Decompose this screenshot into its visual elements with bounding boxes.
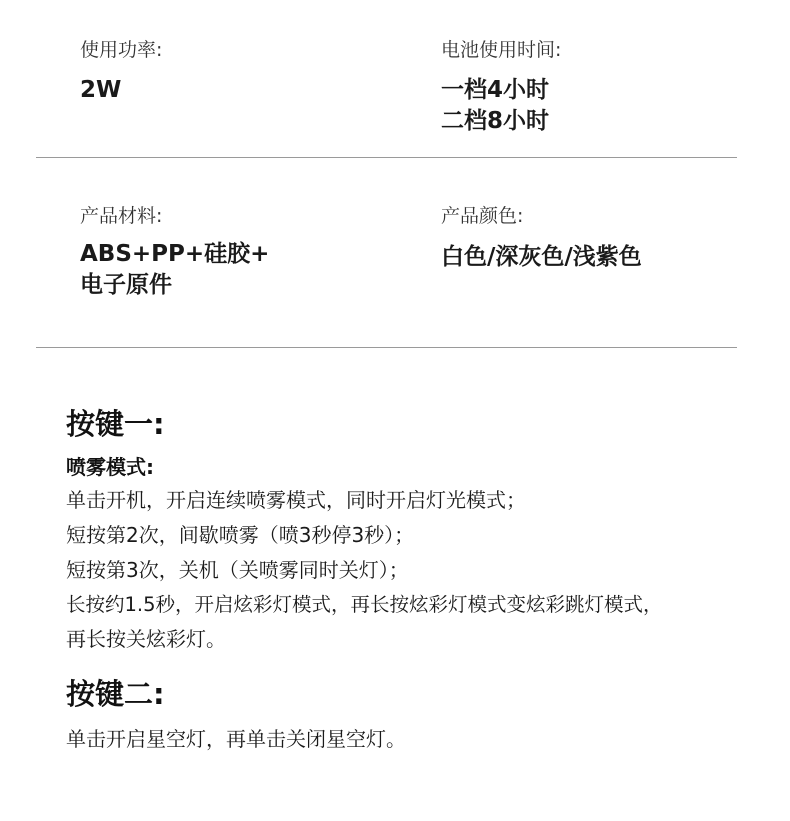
color-label: 产品颜色: — [441, 205, 524, 227]
button2-heading: 按键二: — [66, 677, 165, 711]
battery-label: 电池使用时间: — [441, 39, 562, 61]
button1-line: 单击开机，开启连续喷雾模式，同时开启灯光模式； — [66, 488, 526, 512]
color-value: 白色/深灰色/浅紫色 — [441, 244, 642, 270]
spray-mode-subheading: 喷雾模式: — [66, 455, 154, 479]
button1-line: 长按约1.5秒，开启炫彩灯模式，再长按炫彩灯模式变炫彩跳灯模式， — [66, 593, 663, 616]
divider-bottom — [36, 347, 737, 348]
button1-line: 短按第3次，关机（关喷雾同时关灯）； — [66, 558, 409, 582]
divider-top — [36, 157, 737, 158]
material-value-line2: 电子原件 — [80, 272, 172, 298]
button1-line: 短按第2次，间歇喷雾（喷3秒停3秒）； — [66, 523, 415, 547]
material-value-line1: ABS+PP+硅胶+ — [80, 241, 270, 267]
material-label: 产品材料: — [80, 205, 163, 227]
button1-heading: 按键一: — [66, 407, 165, 441]
button1-line: 再长按关炫彩灯。 — [66, 627, 226, 651]
battery-value-line2: 二档8小时 — [441, 108, 550, 134]
battery-value-line1: 一档4小时 — [441, 77, 550, 103]
power-value: 2W — [80, 77, 122, 103]
button2-line: 单击开启星空灯，再单击关闭星空灯。 — [66, 727, 406, 751]
power-label: 使用功率: — [80, 39, 163, 61]
